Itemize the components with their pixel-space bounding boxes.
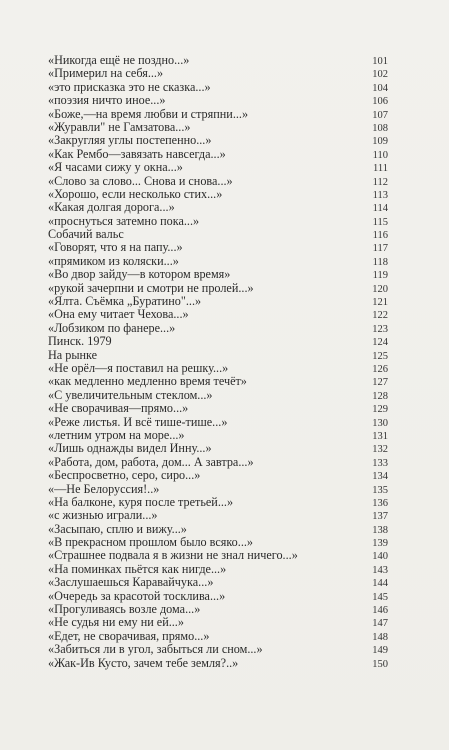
toc-entry	[48, 108, 388, 121]
toc-entry-title: «Хорошо, если несколько стих...»	[48, 187, 223, 201]
toc-entry-title: «это присказка это не сказка...»	[48, 80, 211, 94]
toc-entry	[48, 201, 388, 214]
toc-entry	[48, 188, 388, 201]
toc-entry	[48, 335, 388, 348]
toc-entry-title: «Не судья ни ему ни ей...»	[48, 616, 184, 630]
toc-entry-page-number: 108	[372, 122, 388, 134]
toc-entry	[48, 215, 388, 228]
toc-entry-title: «прямиком из коляски...»	[48, 254, 179, 268]
toc-entry-page-number: 146	[372, 605, 388, 617]
toc-entry	[48, 94, 388, 107]
toc-entry-page-number: 124	[372, 337, 388, 349]
toc-entry-page-number: 144	[372, 578, 388, 590]
toc-entry	[48, 268, 388, 281]
toc-entry	[48, 523, 388, 536]
toc-entry	[48, 429, 388, 442]
toc-entry-page-number: 126	[372, 363, 388, 375]
toc-entry-title: «Страшнее подвала я в жизни не знал ничего...»	[48, 549, 298, 563]
toc-entry-title: «Какая долгая дорога...»	[48, 201, 175, 215]
toc-entry-title: «Лобзиком по фанере...»	[48, 321, 176, 335]
toc-entry-title: «—Не Белоруссия!..»	[48, 482, 160, 496]
toc-entry	[48, 295, 388, 308]
toc-entry-title: «летним утром на море...»	[48, 428, 185, 442]
toc-entry-page-number: 107	[372, 109, 388, 121]
toc-entry-title: «Прогуливаясь возле дома...»	[48, 603, 201, 617]
toc-entry-page-number: 140	[372, 551, 388, 563]
toc-entry	[48, 630, 388, 643]
toc-entry-page-number: 120	[372, 283, 388, 295]
toc-entry	[48, 563, 388, 576]
toc-entry	[48, 603, 388, 616]
toc-entry	[48, 67, 388, 80]
toc-entry-title: «Едет, не сворачивая, прямо...»	[48, 629, 210, 643]
toc-entry-page-number: 104	[372, 82, 388, 94]
toc-entry-page-number: 143	[372, 564, 388, 576]
toc-entry-page-number: 135	[372, 484, 388, 496]
toc-entry-page-number: 147	[372, 618, 388, 630]
toc-entry	[48, 375, 388, 388]
toc-entry-page-number: 110	[372, 149, 388, 161]
toc-entry-title: «Она ему читает Чехова...»	[48, 308, 189, 322]
toc-entry-title: «Никогда ещё не поздно...»	[48, 54, 190, 67]
toc-entry-page-number: 119	[372, 270, 388, 282]
toc-entry-title: «На балконе, куря после третьей...»	[48, 495, 234, 509]
toc-entry	[48, 536, 388, 549]
toc-entry-page-number: 130	[372, 417, 388, 429]
toc-entry-page-number: 138	[372, 524, 388, 536]
toc-entry	[48, 657, 388, 670]
toc-entry-title: «Реже листья. И всё тише-тише...»	[48, 415, 228, 429]
toc-entry	[48, 134, 388, 147]
toc-entry	[48, 161, 388, 174]
toc-entry	[48, 416, 388, 429]
toc-entry	[48, 549, 388, 562]
toc-entry-title: «Забиться ли в угол, забыться ли сном...»	[48, 643, 263, 657]
toc-entry-title: «проснуться затемно пока...»	[48, 214, 200, 228]
toc-entry-page-number: 133	[372, 457, 388, 469]
toc-entry-title: «Не сворачивая—прямо...»	[48, 402, 189, 416]
toc-entry-page-number: 113	[372, 189, 388, 201]
toc-entry-page-number: 129	[372, 404, 388, 416]
toc-entry-page-number: 117	[372, 243, 388, 255]
toc-entry-page-number: 139	[372, 538, 388, 550]
toc-entry	[48, 121, 388, 134]
toc-entry-page-number: 136	[372, 497, 388, 509]
toc-entry-page-number: 112	[372, 176, 388, 188]
toc-entry-page-number: 150	[372, 658, 388, 670]
toc-entry-page-number: 132	[372, 444, 388, 456]
toc-entry	[48, 175, 388, 188]
toc-entry-page-number: 127	[372, 377, 388, 389]
toc-entry	[48, 308, 388, 321]
toc-entry-title: Пинск. 1979	[48, 335, 112, 349]
toc-entry-page-number: 109	[372, 136, 388, 148]
toc-entry-page-number: 134	[372, 471, 388, 483]
toc-entry	[48, 509, 388, 522]
toc-entry-title: «Лишь однажды видел Инну...»	[48, 442, 212, 456]
toc-entry	[48, 643, 388, 656]
toc-entry-title: «Журавли" не Гамзатова...»	[48, 120, 191, 134]
toc-entry-page-number: 101	[372, 56, 388, 67]
toc-entry	[48, 241, 388, 254]
toc-entry-page-number: 148	[372, 631, 388, 643]
toc-entry	[48, 228, 388, 241]
toc-entry-title: «поэзия ничто иное...»	[48, 94, 166, 108]
toc-entry-title: «Закругляя углы постепенно...»	[48, 134, 212, 148]
toc-entry-title: «как медленно медленно время течёт»	[48, 375, 247, 389]
toc-entry-title: «Работа, дом, работа, дом... А завтра...»	[48, 455, 254, 469]
toc-entry-page-number: 123	[372, 323, 388, 335]
toc-entry	[48, 616, 388, 629]
toc-entry-page-number: 131	[372, 430, 388, 442]
toc-entry-title: «Заслушаешься Каравайчука...»	[48, 576, 214, 590]
toc-entry-page-number: 102	[372, 69, 388, 81]
toc-entry-page-number: 111	[373, 163, 388, 175]
toc-entry-page-number: 137	[372, 511, 388, 523]
toc-entry-title: На рынке	[48, 348, 98, 362]
toc-entry-page-number: 118	[372, 256, 388, 268]
toc-entry-title: «Слово за слово... Снова и снова...»	[48, 174, 233, 188]
toc-entry	[48, 456, 388, 469]
toc-entry-title: «Во двор зайду—в котором время»	[48, 268, 231, 282]
toc-entry-page-number: 115	[372, 216, 388, 228]
toc-entry-title: «Не орёл—я поставил на решку...»	[48, 361, 229, 375]
toc-entry	[48, 389, 388, 402]
toc-entry-title: «рукой зачерпни и смотри не пролей...»	[48, 281, 254, 295]
toc-entry	[48, 469, 388, 482]
toc-entry-title: «Засыпаю, сплю и вижу...»	[48, 522, 187, 536]
toc-entry-page-number: 125	[372, 350, 388, 362]
toc-entry	[48, 576, 388, 589]
toc-entry	[48, 483, 388, 496]
toc-entry-page-number: 114	[372, 203, 388, 215]
toc-entry	[48, 402, 388, 415]
toc-entry	[48, 362, 388, 375]
toc-entry-page-number: 122	[372, 310, 388, 322]
toc-entry	[48, 148, 388, 161]
toc-entry-title: «Примерил на себя...»	[48, 67, 164, 81]
toc-entry-title: Собачий вальс	[48, 228, 124, 242]
toc-entry-title: «Как Рембо—завязать навсегда...»	[48, 147, 226, 161]
toc-entry	[48, 496, 388, 509]
toc-entry-title: «Говорят, что я на папу...»	[48, 241, 183, 255]
toc-entry-page-number: 128	[372, 390, 388, 402]
toc-entry-title: «Я часами сижу у окна...»	[48, 161, 183, 175]
toc-entry-title: «Беспросветно, серо, сиро...»	[48, 469, 201, 483]
toc-entry-title: «Очередь за красотой тосклива...»	[48, 589, 226, 603]
toc-entry-page-number: 106	[372, 96, 388, 108]
toc-entry-title: «В прекрасном прошлом было всяко...»	[48, 536, 254, 550]
toc-entry-page-number: 116	[372, 230, 388, 242]
toc-entry	[48, 349, 388, 362]
toc-entry	[48, 442, 388, 455]
toc-entry	[48, 81, 388, 94]
toc-entry-title: «С увеличительным стеклом...»	[48, 388, 213, 402]
toc-entry	[48, 322, 388, 335]
toc-entry-title: «Ялта. Съёмка „Буратино"...»	[48, 295, 202, 309]
toc-entry-title: «Жак-Ив Кусто, зачем тебе земля?..»	[48, 656, 239, 670]
toc-entry-page-number: 145	[372, 591, 388, 603]
table-of-contents	[48, 54, 388, 670]
toc-entry	[48, 54, 388, 67]
toc-entry-title: «с жизнью играли...»	[48, 509, 158, 523]
toc-entry-page-number: 121	[372, 297, 388, 309]
toc-entry-title: «На поминках пьётся как нигде...»	[48, 562, 227, 576]
toc-entry	[48, 255, 388, 268]
toc-entry	[48, 590, 388, 603]
toc-entry-title: «Боже,—на время любви и стряпни...»	[48, 107, 249, 121]
toc-entry-page-number: 149	[372, 645, 388, 657]
toc-entry	[48, 282, 388, 295]
